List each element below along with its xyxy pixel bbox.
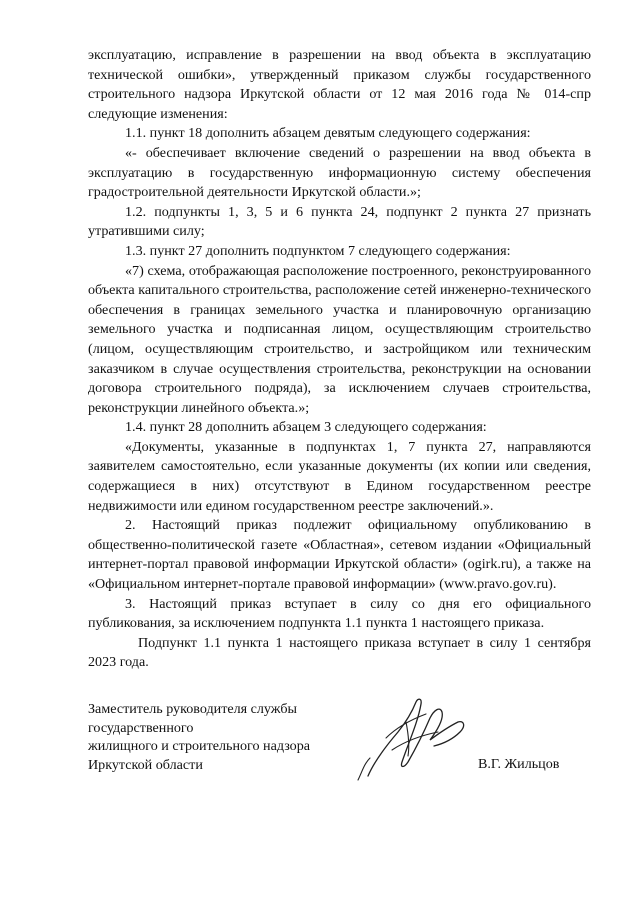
paragraph: Подпункт 1.1 пункта 1 настоящего приказа вступает в силу 1 сентября 2023 года. xyxy=(88,634,591,671)
paragraph: 1.2. подпункты 1, 3, 5 и 6 пункта 24, подпункт 2 пункта 27 признать утратившими силу; xyxy=(88,203,591,240)
signature-block xyxy=(88,700,591,774)
signer-title-line: Иркутской области xyxy=(88,756,203,773)
paragraph: 1.3. пункт 27 дополнить подпунктом 7 следующего содержания: xyxy=(125,242,511,259)
signer-title-line: Заместитель руководителя службы xyxy=(88,701,297,717)
signer-name: В.Г. Жильцов xyxy=(478,756,560,772)
signer-title-line: жилищного и строительного надзора xyxy=(88,738,311,755)
paragraph: 2. Настоящий приказ подлежит официальному опубликованию в общественно-политической газете «Областная», сетевом издании «Официальный интернет-портал правовой информации Иркутской области» (ogirk.ru), а также на «Официальном интернет-портале правовой информации» (www.pravo.gov.ru). xyxy=(88,517,591,593)
paragraph: 1.4. пункт 28 дополнить абзацем 3 следующего содержания: xyxy=(125,419,487,436)
paragraph: «7) схема, отображающая расположение построенного, реконструированного объекта капитального строительства, расположение сетей инженерно-технического обеспечения в границах земельного участка и планировочную организацию земельного участка и подписанная лицом, осуществляющим строительство (лицом, осуществляющим строительство, и застройщиком или техническим заказчиком в случае осуществления строительства, реконструкции на основании договора строительного подряда), за исключением случаев строительства, реконструкции линейного объекта.»; xyxy=(88,262,591,416)
paragraph: «- обеспечивает включение сведений о разрешении на ввод объекта в эксплуатацию в государственную информационную систему обеспечения градостроительной деятельности Иркутской области.»; xyxy=(88,144,591,201)
paragraph: 1.1. пункт 18 дополнить абзацем девятым следующего содержания: xyxy=(125,125,531,142)
paragraph: 3. Настоящий приказ вступает в силу со дня его официального публикования, за исключением подпункта 1.1 пункта 1 настоящего приказа. xyxy=(88,595,591,632)
signer-title-line: государственного xyxy=(88,719,194,736)
paragraph: эксплуатацию, исправление в разрешении на ввод объекта в эксплуатацию технической ошибки», утвержденный приказом службы государственного строительного надзора Иркутской области от 12 мая 2016 года № 014-спр следующие изменения: xyxy=(88,47,591,122)
signer-title xyxy=(88,700,338,774)
document-body xyxy=(88,46,591,673)
paragraph: «Документы, указанные в подпунктах 1, 7 пункта 27, направляются заявителем самостоятельно, если указанные документы (их копии или сведения, содержащиеся в них) отсутствуют в Едином государственном реестре недвижимости или едином государственном реестре заключений.». xyxy=(88,438,591,514)
handwritten-signature xyxy=(346,692,476,782)
